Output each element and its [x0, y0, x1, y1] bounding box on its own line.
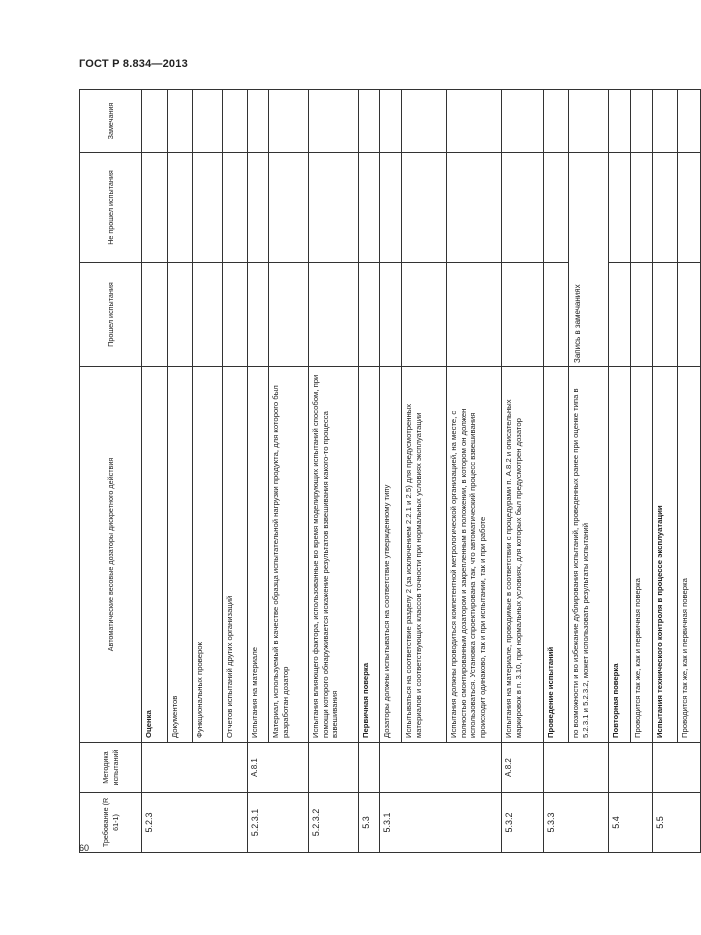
cell-action: Испытания на материале, проводимые в соответствии с процедурами п. A.8.2 и описательных маркировок в п. 3.10, при нормальных условиях, для которых был предусмотрен дозатор	[502, 367, 544, 743]
cell-notes	[502, 90, 544, 153]
cell-action: Испытываться на соответствие разделу 2 (за исключением 2.2.1 и 2.5) для предусмотренных материалов и соответствующих классов точности при нормальных условиях эксплуатации	[402, 367, 447, 743]
cell-failed	[168, 153, 193, 263]
cell-method	[142, 743, 248, 793]
table-row	[447, 90, 502, 853]
cell-failed	[544, 153, 569, 263]
col-header-failed: Не прошел испытания	[80, 153, 142, 263]
cell-passed	[309, 263, 359, 367]
cell-notes	[248, 90, 269, 153]
table-row	[653, 90, 678, 853]
cell-requirement: 5.3.1	[380, 793, 502, 853]
cell-notes	[142, 90, 168, 153]
table-row	[678, 90, 701, 853]
table-row	[402, 90, 447, 853]
cell-passed	[502, 263, 544, 367]
col-header-requirement: Требование (R 61-1)	[80, 793, 142, 853]
cell-failed	[402, 153, 447, 263]
cell-passed	[142, 263, 168, 367]
table-row	[223, 90, 248, 853]
cell-requirement: 5.2.3.1	[248, 793, 309, 853]
cell-action: Проводится так же, как и первичная поверка	[631, 367, 653, 743]
table-row	[544, 90, 569, 853]
col-header-passed: Прошел испытания	[80, 263, 142, 367]
cell-failed	[447, 153, 502, 263]
table-row	[609, 90, 631, 853]
table-row	[502, 90, 544, 853]
cell-failed	[678, 153, 701, 263]
cell-failed	[142, 153, 168, 263]
cell-passed	[193, 263, 223, 367]
cell-failed	[502, 153, 544, 263]
table-row	[309, 90, 359, 853]
cell-passed	[223, 263, 248, 367]
col-header-action: Автоматические весовые дозаторы дискретного действия	[80, 367, 142, 743]
table-header-row	[80, 90, 142, 853]
cell-passed	[678, 263, 701, 367]
cell-failed	[359, 153, 380, 263]
cell-notes	[631, 90, 653, 153]
cell-failed	[653, 153, 678, 263]
cell-passed	[380, 263, 402, 367]
table-row	[193, 90, 223, 853]
cell-requirement: 5.2.3	[142, 793, 248, 853]
page-number: 60	[79, 843, 90, 853]
cell-method	[359, 743, 380, 793]
cell-notes	[544, 90, 569, 153]
cell-notes	[380, 90, 402, 153]
cell-passed	[248, 263, 269, 367]
cell-action: Испытания должны проводиться компетентной метрологической организацией, на месте, с полностью смонтированным дозатором и закрепленным в положении, в котором он должен использоваться. Установка спроектирована так, что автоматический процесс взвешивания происходит одинаково, так и при испытании, так и при работе	[447, 367, 502, 743]
cell-action: Оценка	[142, 367, 168, 743]
cell-passed	[269, 263, 309, 367]
table-row	[248, 90, 269, 853]
cell-failed	[609, 153, 631, 263]
cell-notes	[653, 90, 678, 153]
cell-action: Проведение испытаний	[544, 367, 569, 743]
cell-notes	[269, 90, 309, 153]
cell-action: Испытания влияющего фактора, использованные во время моделирующих испытаний способом, при помощи которого обнаруживается искажение результатов взвешивания какого-то процесса взвешивания	[309, 367, 359, 743]
cell-method	[380, 743, 502, 793]
cell-method	[609, 743, 653, 793]
cell-action: Проводится так же, как и первичная поверка	[678, 367, 701, 743]
table-row	[631, 90, 653, 853]
cell-merged-note: Запись в замечаниях	[569, 153, 609, 367]
cell-failed	[193, 153, 223, 263]
col-header-method: Методика испытаний	[80, 743, 142, 793]
cell-requirement: 5.3.3	[544, 793, 609, 853]
cell-failed	[223, 153, 248, 263]
cell-method: A.8.2	[502, 743, 544, 793]
cell-failed	[309, 153, 359, 263]
cell-passed	[609, 263, 631, 367]
cell-notes	[402, 90, 447, 153]
cell-requirement: 5.2.3.2	[309, 793, 359, 853]
table-row	[380, 90, 402, 853]
cell-requirement: 5.3	[359, 793, 380, 853]
table-row	[359, 90, 380, 853]
table-row	[569, 90, 609, 853]
cell-notes	[569, 90, 609, 153]
cell-action: Документов	[168, 367, 193, 743]
cell-method	[309, 743, 359, 793]
cell-action: Отчетов испытаний других организаций	[223, 367, 248, 743]
cell-notes	[223, 90, 248, 153]
cell-notes	[309, 90, 359, 153]
cell-action: Дозаторы должны испытываться на соответствие утвержденному типу	[380, 367, 402, 743]
table-row	[168, 90, 193, 853]
cell-action: Первичная поверка	[359, 367, 380, 743]
cell-method: A.8.1	[248, 743, 309, 793]
cell-method	[544, 743, 609, 793]
cell-failed	[248, 153, 269, 263]
rotated-table-container	[79, 90, 689, 853]
cell-passed	[447, 263, 502, 367]
cell-passed	[168, 263, 193, 367]
cell-action: Материал, используемый в качестве образца испытательной нагрузки продукта, для которого был разработан дозатор	[269, 367, 309, 743]
cell-passed	[631, 263, 653, 367]
table-row	[269, 90, 309, 853]
cell-notes	[193, 90, 223, 153]
col-header-notes: Замечания	[80, 90, 142, 153]
cell-action: по возможности и во избежание дублирования испытаний, проведенных ранее при оценке типа в 5.2.3.1 и 5.2.3.2, может использовать результаты испытаний	[569, 367, 609, 743]
cell-requirement: 5.5	[653, 793, 701, 853]
cell-failed	[380, 153, 402, 263]
cell-action: Функциональных проверок	[193, 367, 223, 743]
cell-passed	[359, 263, 380, 367]
cell-notes	[609, 90, 631, 153]
cell-passed	[544, 263, 569, 367]
cell-action: Повторная поверка	[609, 367, 631, 743]
cell-notes	[168, 90, 193, 153]
cell-failed	[269, 153, 309, 263]
cell-failed	[631, 153, 653, 263]
cell-requirement: 5.4	[609, 793, 653, 853]
cell-notes	[359, 90, 380, 153]
cell-notes	[447, 90, 502, 153]
cell-passed	[402, 263, 447, 367]
cell-requirement: 5.3.2	[502, 793, 544, 853]
cell-notes	[678, 90, 701, 153]
document-title: ГОСТ Р 8.834—2013	[79, 58, 188, 70]
test-results-table	[79, 89, 701, 853]
cell-method	[653, 743, 701, 793]
cell-action: Испытания на материале	[248, 367, 269, 743]
table-row	[142, 90, 168, 853]
cell-passed	[653, 263, 678, 367]
cell-action: Испытания технического контроля в процессе эксплуатации	[653, 367, 678, 743]
